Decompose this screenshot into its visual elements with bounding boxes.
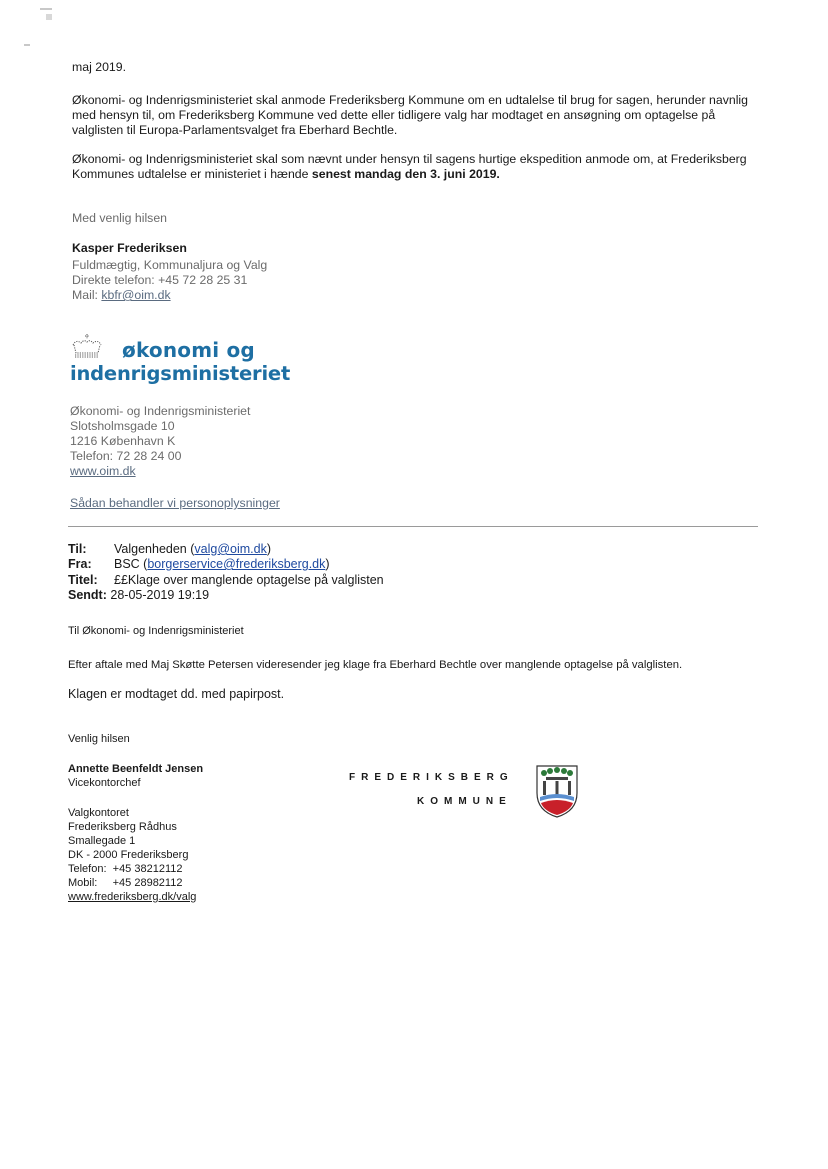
municipality-name-line2: KOMMUNE [417, 796, 512, 807]
sender-mail-row [72, 288, 171, 303]
sent-label: Sendt: [68, 588, 107, 602]
forward-web-link[interactable]: www.frederiksberg.dk/valg [68, 891, 197, 903]
sender-mail-link[interactable]: kbfr@oim.dk [101, 288, 171, 302]
to-label: Til: [68, 542, 87, 556]
coat-of-arms-icon [534, 763, 580, 819]
sender-mail-label: Mail: [72, 288, 102, 302]
letter-date-fragment: maj 2019. [72, 60, 127, 74]
forward-building: Frederiksberg Rådhus [68, 821, 177, 833]
subject-text: ££Klage over manglende optagelse på valglisten [114, 573, 384, 587]
sent-text: 28-05-2019 19:19 [110, 588, 210, 602]
forward-greeting: Venlig hilsen [68, 733, 130, 745]
email-divider [68, 526, 758, 527]
to-close: ) [266, 542, 271, 556]
subject-label: Titel: [68, 573, 98, 587]
forward-body: Efter aftale med Maj Skøtte Petersen videresender jeg klage fra Eberhard Bechtle over manglende optagelse på valglisten. [68, 659, 683, 671]
forward-street: Smallegade 1 [68, 835, 136, 847]
scan-mark [24, 44, 30, 46]
email-to-row [68, 542, 271, 557]
ministry-street: Slotsholmsgade 10 [70, 419, 175, 433]
letter-greeting: Med venlig hilsen [72, 211, 168, 225]
forward-received: Klagen er modtaget dd. med papirpost. [68, 687, 285, 701]
to-address-link[interactable]: valg@oim.dk [194, 542, 267, 556]
from-label: Fra: [68, 557, 92, 571]
from-close: ) [325, 557, 330, 571]
letter-paragraph-2 [72, 152, 752, 182]
letter-paragraph-1: Økonomi- og Indenrigsministeriet skal anmode Frederiksberg Kommune om en udtalelse til brug for sagen, herunder navnlig med hensyn til, om Frederiksberg Kommune ved dette eller tidligere valg har modtaget en ansøgning om optagelse på valglisten til Europa-Parlamentsvalget fra Eberhard Bechtle. [72, 93, 748, 137]
forward-office: Valgkontoret [68, 807, 129, 819]
paragraph-2-text: Økonomi- og Indenrigsministeriet skal som nævnt under hensyn til sagens hurtige ekspedition anmode om, at Frederiksberg Kommunes udtalelse er ministeriet i hænde [72, 152, 747, 181]
sender-phone: Direkte telefon: +45 72 28 25 31 [72, 273, 248, 287]
sender-name: Kasper Frederiksen [72, 241, 187, 255]
scan-mark [46, 14, 52, 20]
forward-addressee: Til Økonomi- og Indenrigsministeriet [68, 625, 244, 637]
ministry-logo-line2: indenrigsministeriet [70, 362, 291, 385]
sender-title: Fuldmægtig, Kommunaljura og Valg [72, 258, 268, 272]
ministry-city: 1216 København K [70, 434, 176, 448]
municipality-name-line1: FREDERIKSBERG [349, 772, 514, 783]
forward-city: DK - 2000 Frederiksberg [68, 849, 189, 861]
privacy-link[interactable]: Sådan behandler vi personoplysninger [70, 496, 280, 510]
from-name: BSC ( [114, 557, 148, 571]
crown-icon [70, 333, 104, 359]
forward-sender-title: Vicekontorchef [68, 777, 141, 789]
ministry-logo-line1: økonomi og [122, 338, 255, 362]
forward-mobile: Mobil: +45 28982112 [68, 877, 183, 889]
to-name: Valgenheden ( [114, 542, 195, 556]
deadline-text: senest mandag den 3. juni 2019. [311, 167, 500, 181]
ministry-web-link[interactable]: www.oim.dk [70, 464, 136, 478]
forward-sender-name: Annette Beenfeldt Jensen [68, 763, 204, 775]
email-subject-row [68, 573, 384, 588]
from-address-link[interactable]: borgerservice@frederiksberg.dk [147, 557, 326, 571]
forward-phone: Telefon: +45 38212112 [68, 863, 183, 875]
ministry-phone: Telefon: 72 28 24 00 [70, 449, 182, 463]
email-sent-row [68, 588, 209, 603]
scan-mark [40, 8, 52, 10]
ministry-name: Økonomi- og Indenrigsministeriet [70, 404, 251, 418]
email-from-row [68, 557, 330, 572]
